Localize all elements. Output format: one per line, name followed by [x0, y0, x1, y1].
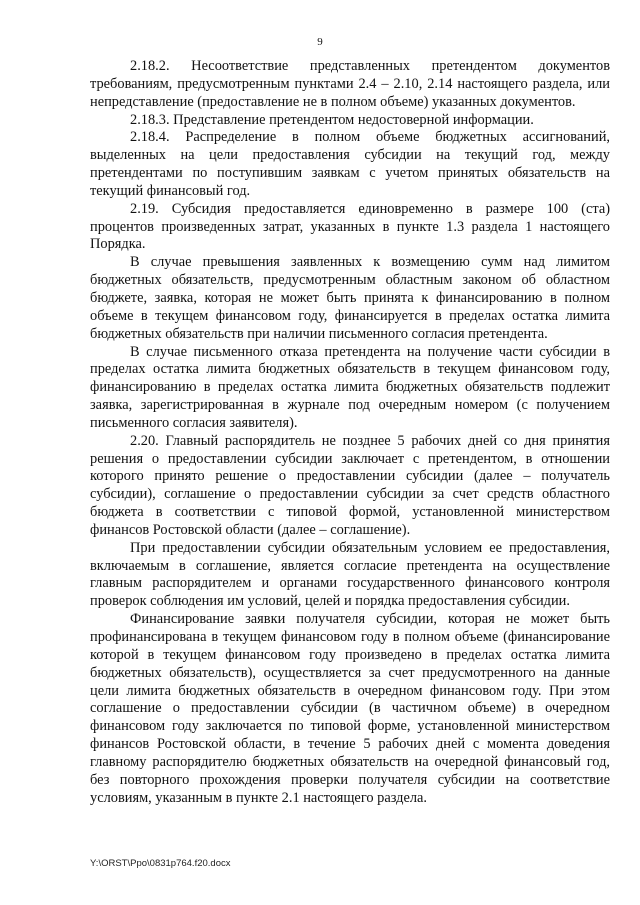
paragraph-mandatory-condition: При предоставлении субсидии обязательным условием ее предоставления, включаемым в соглашение, является согласие претендента на осуществление главным распорядителем и органами государственного финансового контроля проверок соблюдения им условий, целей и порядка предоставления субсидии.: [90, 539, 610, 610]
footer-file-path: Y:\ORST\Ppo\0831p764.f20.docx: [90, 858, 231, 869]
page-number: 9: [317, 36, 323, 48]
paragraph-2-18-2: 2.18.2. Несоответствие представленных претендентом документов требованиям, предусмотренным пунктами 2.4 – 2.10, 2.14 настоящего раздела, или непредставление (предоставление не в полном объеме) указанных документов.: [90, 58, 610, 110]
paragraph-written-refusal: В случае письменного отказа претендента на получение части субсидии в пределах остатка лимита бюджетных обязательств в текущем финансовом году, финансированию в пределах остатка лимита бюджетных обязательств подлежит заявка, зарегистрированная в журнале под очередным номером (с получением письменного согласия заявителя).: [90, 343, 610, 431]
paragraph-financing-next-year: Финансирование заявки получателя субсидии, которая не может быть профинансирована в текущем финансовом году в полном объеме (финансирование которой в текущем финансовом году произведено в пределах остатка лимита бюджетных обязательств), осуществляется за счет предусмотренного на данные цели лимита бюджетных обязательств в очередном финансовом году. При этом соглашение о предоставлении субсидии (в частичном объеме) в очередном финансовом году заключается по типовой форме, установленной министерством финансов Ростовской области, в течение 5 рабочих дней с момента доведения главному распорядителю бюджетных обязательств на очередной финансовый год, без повторного прохождения проверки получателя субсидии на соответствие условиям, указанным в пункте 2.1 настоящего раздела.: [90, 611, 610, 806]
document-body: [90, 58, 610, 807]
paragraph-2-20: 2.20. Главный распорядитель не позднее 5 рабочих дней со дня принятия решения о предоставлении субсидии заключает с претендентом, в отношении которого принято решение о предоставлении субсидии (далее – получатель субсидии), соглашение о предоставлении субсидии за счет средств областного бюджета в соответствии с типовой формой, установленной министерством финансов Ростовской области (далее – соглашение).: [90, 432, 610, 538]
paragraph-2-18-3: 2.18.3. Представление претендентом недостоверной информации.: [130, 111, 534, 128]
paragraph-2-18-4: 2.18.4. Распределение в полном объеме бюджетных ассигнований, выделенных на цели предоставления субсидии на текущий год, между претендентами по поступившим заявкам с учетом принятых обязательств на текущий финансовый год.: [90, 129, 610, 199]
paragraph-limit-excess: В случае превышения заявленных к возмещению сумм над лимитом бюджетных обязательств, предусмотренным областным законом об областном бюджете, заявка, которая не может быть принята к финансированию в полном объеме в текущем финансовом году, финансируется в пределах остатка лимита бюджетных обязательств при наличии письменного согласия претендента.: [90, 254, 610, 342]
paragraph-2-19: 2.19. Субсидия предоставляется единовременно в размере 100 (ста) процентов произведенных затрат, указанных в пункте 1.3 раздела 1 настоящего Порядка.: [90, 200, 610, 253]
